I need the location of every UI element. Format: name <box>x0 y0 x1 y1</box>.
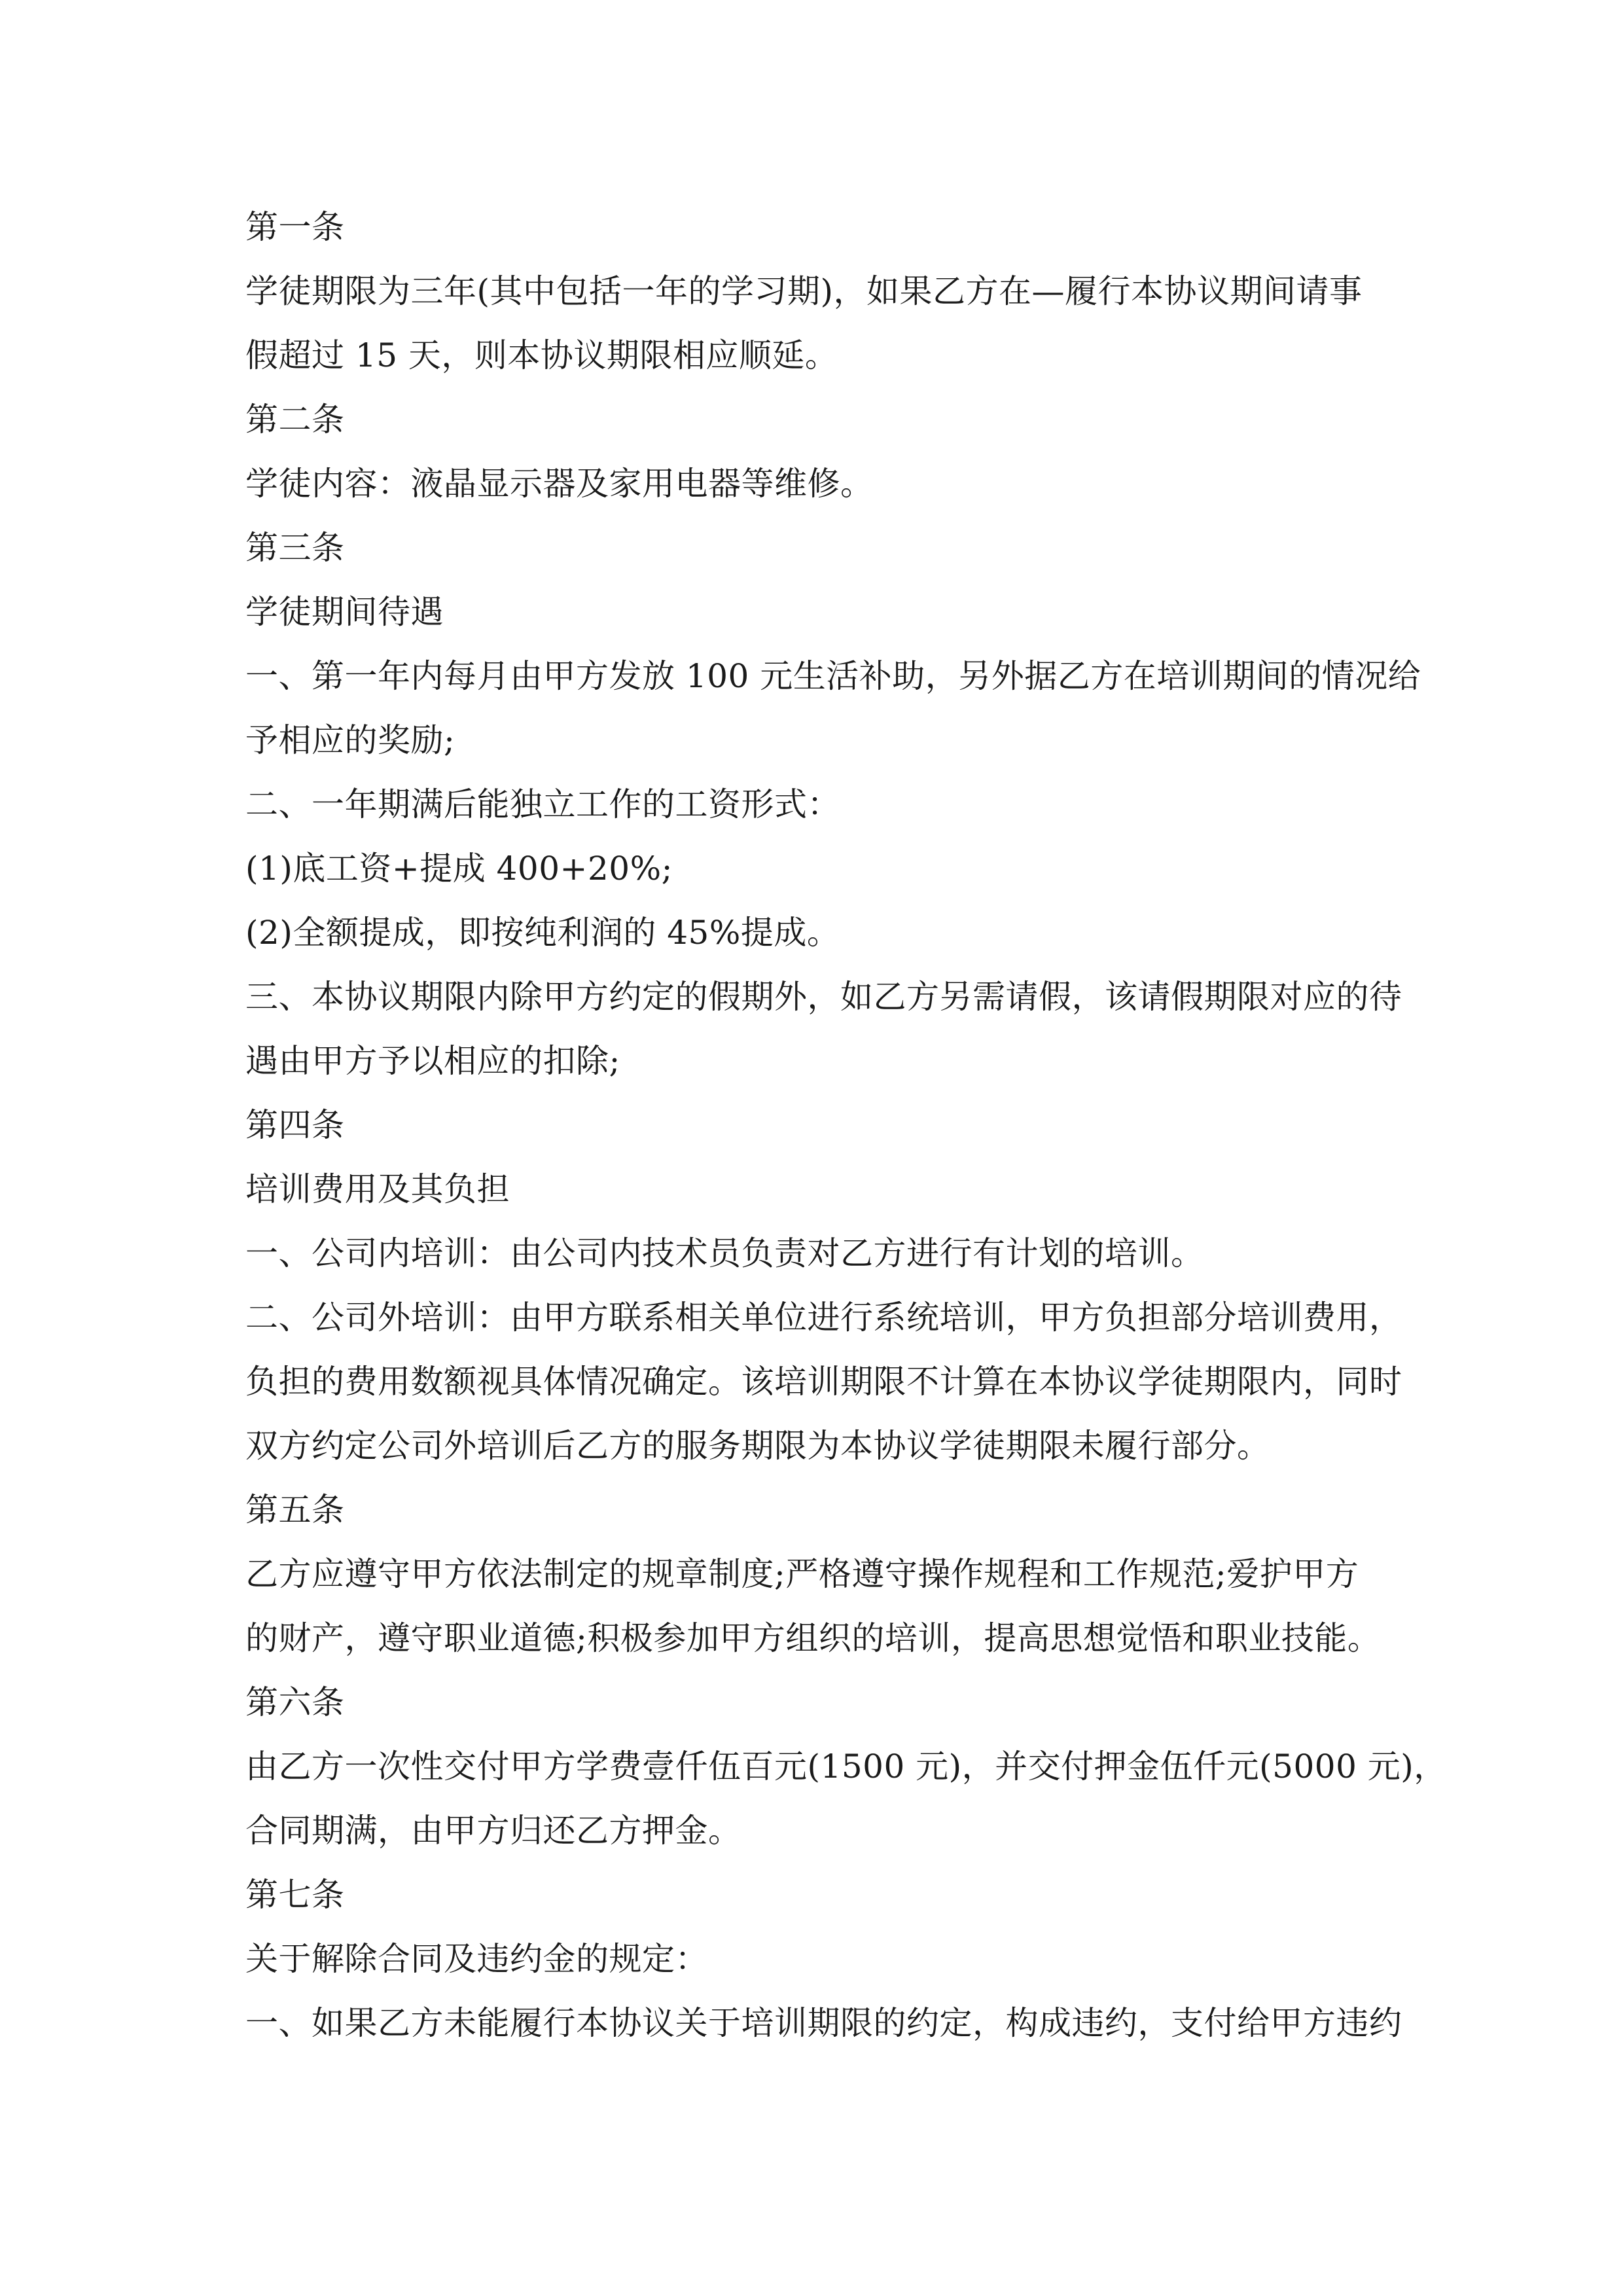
article-5-heading: 第五条 <box>245 1491 345 1529</box>
article-3-clause-2-item-2: (2)全额提成，即按纯利润的 45%提成。 <box>245 914 840 952</box>
article-3-clause-2: 二、一年期满后能独立工作的工资形式： <box>245 785 840 823</box>
article-4-clause-2: 负担的费用数额视具体情况确定。该培训期限不计算在本协议学徒期限内，同时 <box>245 1363 1402 1401</box>
article-1-text: 学徒期限为三年(其中包括一年的学习期)，如果乙方在—履行本协议期间请事 <box>245 272 1363 310</box>
article-4-clause-2: 双方约定公司外培训后乙方的服务期限为本协议学徒期限未履行部分。 <box>245 1427 1270 1465</box>
article-4-clause-1: 一、公司内培训：由公司内技术员负责对乙方进行有计划的培训。 <box>245 1234 1204 1272</box>
article-7-clause-1: 一、如果乙方未能履行本协议关于培训期限的约定，构成违约，支付给甲方违约 <box>245 2004 1402 2042</box>
article-3-clause-2-item-1: (1)底工资+提成 400+20%; <box>245 850 673 888</box>
article-7-heading: 第七条 <box>245 1876 345 1914</box>
article-4-clause-2: 二、公司外培训：由甲方联系相关单位进行系统培训，甲方负担部分培训费用， <box>245 1299 1402 1336</box>
article-4-heading: 第四条 <box>245 1106 345 1144</box>
article-1-heading: 第一条 <box>245 208 345 246</box>
article-6-text: 合同期满，由甲方归还乙方押金。 <box>245 1812 741 1850</box>
article-3-clause-1: 予相应的奖励; <box>245 721 455 759</box>
article-3-clause-3: 三、本协议期限内除甲方约定的假期外，如乙方另需请假，该请假期限对应的待 <box>245 978 1402 1016</box>
article-5-text: 的财产，遵守职业道德;积极参加甲方组织的培训，提高思想觉悟和职业技能。 <box>245 1619 1381 1657</box>
article-7-subtitle: 关于解除合同及违约金的规定： <box>245 1940 708 1978</box>
article-3-subtitle: 学徒期间待遇 <box>245 593 444 631</box>
document-body <box>245 195 1447 2055</box>
article-3-clause-1: 一、第一年内每月由甲方发放 100 元生活补助，另外据乙方在培训期间的情况给 <box>245 657 1421 695</box>
article-4-subtitle: 培训费用及其负担 <box>245 1170 510 1208</box>
article-5-text: 乙方应遵守甲方依法制定的规章制度;严格遵守操作规程和工作规范;爱护甲方 <box>245 1555 1359 1593</box>
article-6-heading: 第六条 <box>245 1683 345 1721</box>
article-2-heading: 第二条 <box>245 401 345 439</box>
article-3-heading: 第三条 <box>245 529 345 567</box>
article-3-clause-3: 遇由甲方予以相应的扣除; <box>245 1042 620 1080</box>
article-6-text: 由乙方一次性交付甲方学费壹仟伍百元(1500 元)，并交付押金伍仟元(5000 元)， <box>245 1748 1447 1785</box>
article-1-text: 假超过 15 天，则本协议期限相应顺延。 <box>245 336 838 374</box>
article-2-text: 学徒内容：液晶显示器及家用电器等维修。 <box>245 465 874 503</box>
